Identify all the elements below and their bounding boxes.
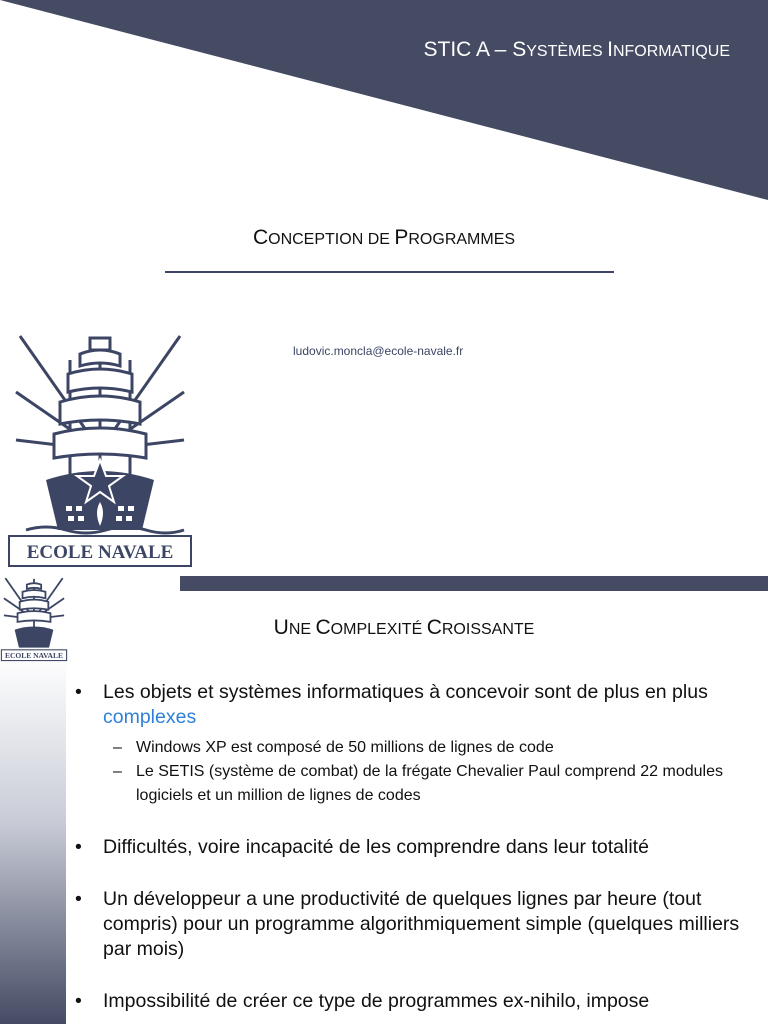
sub-bullet-item: – Le SETIS (système de combat) de la frégate Chevalier Paul comprend 22 modules logiciels et un million de lignes de codes — [75, 760, 745, 808]
course-title: STIC A – SYSTÈMES INFORMATIQUE — [423, 38, 730, 61]
bullet-item: • Difficultés, voire incapacité de les comprendre dans leur totalité — [75, 835, 745, 860]
slide-title: CONCEPTION DE PROGRAMMES — [252, 226, 516, 249]
header-banner — [0, 0, 768, 200]
sub-bullet-item: – Windows XP est composé de 50 millions de lignes de code — [75, 736, 745, 760]
bullet-item: • Impossibilité de créer ce type de programmes ex-nihilo, impose — [75, 989, 745, 1014]
slide-title: UNE COMPLEXITÉ CROISSANTE — [273, 616, 535, 639]
bullet-list — [75, 680, 745, 1014]
content-slide — [0, 576, 768, 1024]
ecole-navale-logo — [6, 330, 194, 570]
author-email: ludovic.moncla@ecole-navale.fr — [293, 344, 464, 358]
title-underline — [165, 271, 614, 273]
bullet-item: • Un développeur a une productivité de quelques lignes par heure (tout compris) pour un programme algorithmiquement simple (quelques milliers par mois) — [75, 887, 745, 962]
highlight-word: complexes — [103, 706, 197, 728]
svg-text:ECOLE NAVALE: ECOLE NAVALE — [4, 651, 63, 661]
svg-text:ECOLE NAVALE: ECOLE NAVALE — [26, 542, 174, 563]
side-gradient — [0, 656, 66, 1024]
header-bar — [180, 576, 768, 591]
bullet-item: • Les objets et systèmes informatiques à concevoir sont de plus en plus complexes — [75, 680, 745, 730]
